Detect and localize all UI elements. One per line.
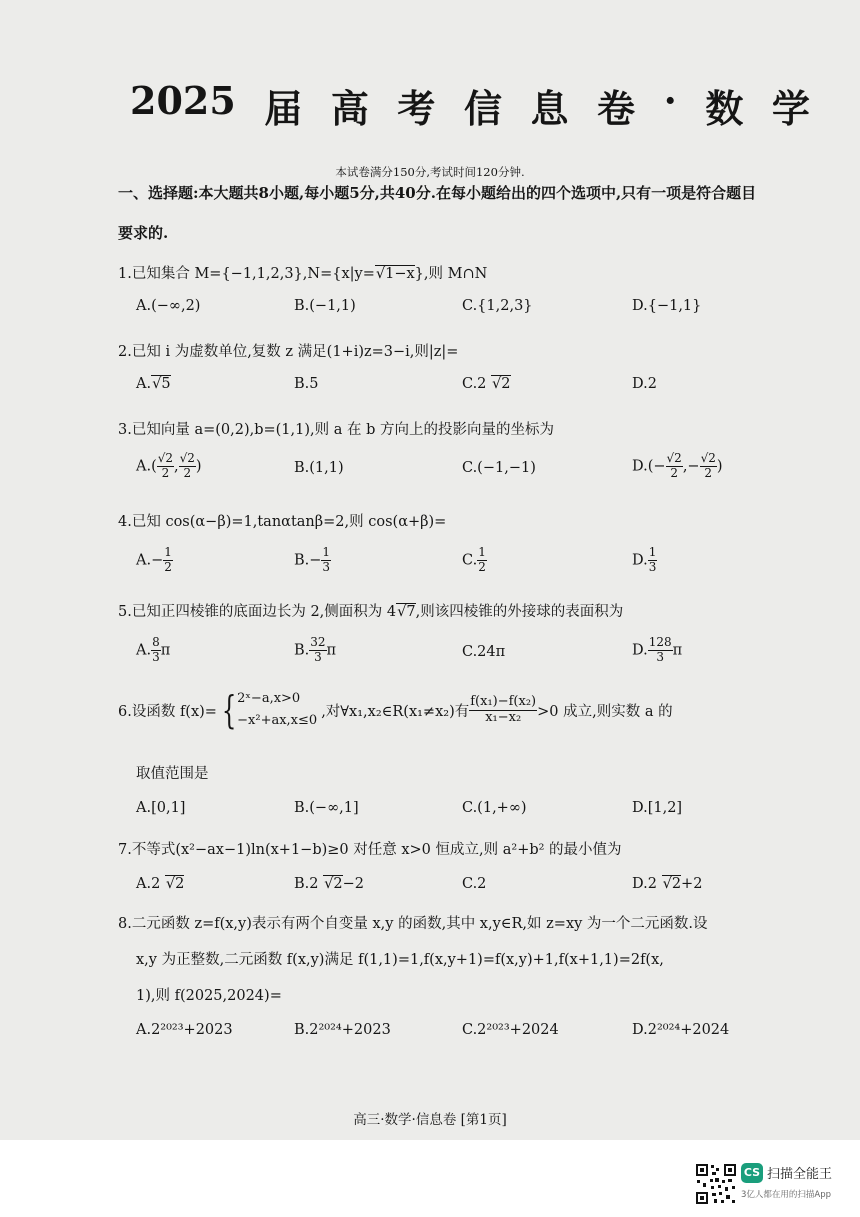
q8-option-b: B.2²⁰²⁴+2023 xyxy=(294,1022,391,1038)
question-3: 3.已知向量 a=(0,2),b=(1,1),则 a 在 b 方向上的投影向量的坐标为 xyxy=(118,422,554,438)
q6-option-c: C.(1,+∞) xyxy=(462,800,527,816)
section-heading: 一、选择题:本大题共8小题,每小题5分,共40分.在每小题给出的四个选项中,只有一项是符合题目 xyxy=(118,184,757,202)
question-8-line2: x,y 为正整数,二元函数 f(x,y)满足 f(1,1)=1,f(x,y+1)=f(x,y)+1,f(x+1,1)=2f(x, xyxy=(136,952,664,968)
q6-option-a: A.[0,1] xyxy=(136,800,186,816)
q8-option-c: C.2²⁰²³+2024 xyxy=(462,1022,559,1038)
q3-option-a: A.( $\frac{√2}{2}$ , $\frac{√2}{2}$ ) xyxy=(136,451,202,480)
question-4: 4.已知 cos(α−β)=1,tanαtanβ=2,则 cos(α+β)= xyxy=(118,514,447,530)
q1-option-a: A.(−∞,2) xyxy=(136,298,201,314)
piecewise-brace: { xyxy=(221,688,237,732)
q2-option-c: C.2 √2 xyxy=(462,376,511,392)
q8-option-d: D.2²⁰²⁴+2024 xyxy=(632,1022,730,1038)
q3-option-b: B.(1,1) xyxy=(294,460,344,476)
question-7: 7.不等式(x²−ax−1)ln(x+1−b)≥0 对任意 x>0 恒成立,则 a²+b² 的最小值为 xyxy=(118,842,622,858)
title-char: 高 xyxy=(330,86,369,131)
camscanner-name: 扫描全能王 xyxy=(767,1167,833,1182)
q1-option-b: B.(−1,1) xyxy=(294,298,356,314)
title-char: 考 xyxy=(397,86,436,131)
q6-fraction: $\frac{\text{f(x₁)−f(x₂)}}{\text{x₁−x₂}}$ xyxy=(470,693,537,725)
title-char: 信 xyxy=(463,86,502,131)
question-6: 6.设函数 f(x)= { 2ˣ−a,x>0 −x²+ax,x≤0 ,对∀x₁,x₂∈R(x₁≠x₂)有 $\frac{\text{f(x₁)−f(x₂)}}{\text{x₁−x₂}}$ >0 成立,则实数 a 的 xyxy=(118,688,673,732)
title-char: 卷 xyxy=(597,86,636,131)
title-char: 息 xyxy=(530,86,569,131)
title-dot: · xyxy=(663,78,677,123)
q1-stem: 1.已知集合 M={−1,1,2,3},N={x|y= xyxy=(118,266,375,282)
question-8: 8.二元函数 z=f(x,y)表示有两个自变量 x,y 的函数,其中 x,y∈R,如 z=xy 为一个二元函数.设 xyxy=(118,916,708,932)
title-year: 2025 xyxy=(130,78,236,123)
q2-option-b: B.5 xyxy=(294,376,319,392)
q6-piece-2: −x²+ax,x≤0 xyxy=(237,713,318,728)
q1-option-c: C.{1,2,3} xyxy=(462,298,533,314)
q4-option-c: C. $\frac{1}{2}$ xyxy=(462,545,486,574)
q5-option-b: B. $\frac{32}{3}$ π xyxy=(294,635,337,664)
question-1 xyxy=(118,262,818,283)
q6-piece-1: 2ˣ−a,x>0 xyxy=(237,691,301,706)
title-char: 数 xyxy=(705,86,744,131)
q2-option-a: A.√5 xyxy=(136,376,171,392)
q5-option-d: D. $\frac{128}{3}$ π xyxy=(632,635,683,664)
page-footer: 高三·数学·信息卷 [第1页] xyxy=(353,1112,507,1128)
q3-option-d: D.(− $\frac{√2}{2}$ ,− $\frac{√2}{2}$ ) xyxy=(632,451,723,480)
q7-option-a: A.2 √2 xyxy=(136,876,185,892)
q7-option-b: B.2 √2−2 xyxy=(294,876,364,892)
exam-title xyxy=(130,78,810,133)
q1-stem-end: },则 M∩N xyxy=(414,266,488,282)
q7-option-d: D.2 √2+2 xyxy=(632,876,703,892)
q4-option-d: D. $\frac{1}{3}$ xyxy=(632,545,657,574)
qr-code-icon xyxy=(694,1162,738,1206)
question-2: 2.已知 i 为虚数单位,复数 z 满足(1+i)z=3−i,则|z|= xyxy=(118,344,459,360)
q2-option-d: D.2 xyxy=(632,376,657,392)
q4-option-a: A.− $\frac{1}{2}$ xyxy=(136,545,172,574)
q6-option-d: D.[1,2] xyxy=(632,800,683,816)
camscanner-logo-icon: CS xyxy=(741,1163,763,1183)
exam-note: 本试卷满分150分,考试时间120分钟. xyxy=(335,165,525,179)
title-char: 学 xyxy=(771,86,810,131)
q4-option-b: B.− $\frac{1}{3}$ xyxy=(294,545,331,574)
q7-option-c: C.2 xyxy=(462,876,487,892)
q5-option-a: A. $\frac{8}{3}$ π xyxy=(136,635,171,664)
question-6-cont: 取值范围是 xyxy=(136,766,209,782)
section-heading-cont: 要求的. xyxy=(118,224,169,242)
question-5: 5.已知正四棱锥的底面边长为 2,侧面积为 4√7,则该四棱锥的外接球的表面积为 xyxy=(118,604,624,620)
q1-sqrt: √1−x xyxy=(375,266,415,282)
question-8-line3: 1),则 f(2025,2024)= xyxy=(136,988,282,1004)
q5-sqrt: √7 xyxy=(397,604,416,620)
q3-option-c: C.(−1,−1) xyxy=(462,460,536,476)
q6-option-b: B.(−∞,1] xyxy=(294,800,359,816)
title-char: 届 xyxy=(264,86,303,131)
q8-option-a: A.2²⁰²³+2023 xyxy=(136,1022,233,1038)
q5-option-c: C.24π xyxy=(462,644,506,660)
q1-option-d: D.{−1,1} xyxy=(632,298,702,314)
camscanner-tagline: 3亿人都在用的扫描App xyxy=(741,1190,832,1200)
